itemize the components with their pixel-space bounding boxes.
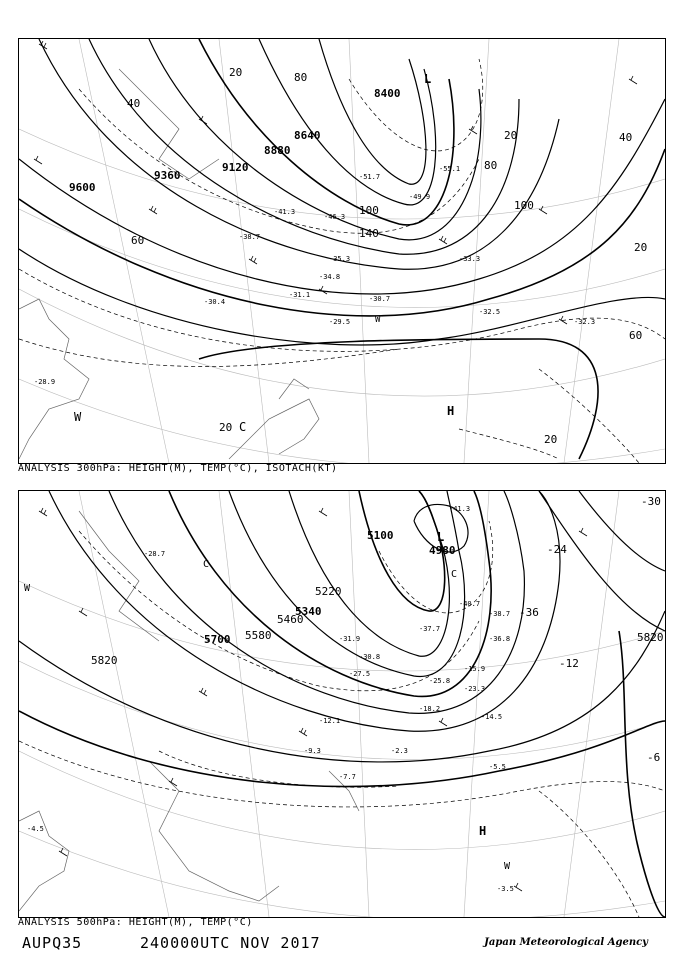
temp-label: -4.5 [27, 825, 44, 833]
temp-label: -31.9 [339, 635, 361, 643]
wind-barbs [34, 41, 637, 324]
isotach-label: 100 [514, 199, 534, 212]
temp-label: -30.4 [204, 298, 226, 306]
isotach-label: 140 [359, 227, 379, 240]
height-label: 5580 [245, 629, 272, 642]
agency-name: Japan Meteorological Agency [484, 937, 648, 948]
cold-symbol: C [239, 420, 247, 434]
temp-label: -32.3 [574, 318, 596, 326]
height-label: 9360 [154, 169, 181, 182]
temp-label: -49.9 [409, 193, 431, 201]
temp-label: -12.1 [319, 717, 341, 725]
isotherm-label: -12 [559, 657, 579, 670]
warm-symbol: W [24, 583, 31, 594]
isotherm-label: -6 [647, 751, 661, 764]
temp-label: -15.9 [464, 665, 486, 673]
isotach-label: 20 [229, 66, 243, 79]
height-label: 5340 [295, 605, 322, 618]
temp-label: -41.3 [274, 208, 296, 216]
analysis-time: 240000UTC NOV 2017 [140, 934, 321, 952]
cold-symbol: C [203, 559, 210, 570]
temp-label: -5.5 [489, 763, 506, 771]
high-symbol: H [447, 404, 455, 418]
temp-label: -7.7 [339, 773, 356, 781]
temp-label: -38.7 [489, 610, 511, 618]
isotach-label: 60 [131, 234, 145, 247]
temp-label: -18.2 [419, 705, 441, 713]
height-label: 5220 [315, 585, 342, 598]
isotach-label: 100 [359, 204, 379, 217]
height-labels [69, 87, 401, 194]
height-label: 8400 [374, 87, 401, 100]
isotach-label: 40 [619, 131, 633, 144]
low-symbol: L [424, 72, 432, 86]
height-labels [91, 529, 664, 667]
isotach-label: 20 [634, 241, 648, 254]
isotach-label: 80 [294, 71, 308, 84]
temp-label: -30.7 [369, 295, 391, 303]
temp-label: -31.1 [289, 291, 311, 299]
temp-label: -25.8 [429, 677, 451, 685]
low-symbol: L [437, 530, 445, 544]
warm-symbol: W [504, 861, 511, 872]
height-contours [19, 39, 665, 459]
temp-label: -37.7 [419, 625, 441, 633]
map-500hpa [19, 491, 665, 917]
temp-label: -32.5 [479, 308, 501, 316]
temp-label: -29.5 [329, 318, 351, 326]
temp-label: -35.3 [329, 255, 351, 263]
caption-500hpa: ANALYSIS 500hPa: HEIGHT(M), TEMP(°C) [18, 917, 253, 928]
height-label: 5700 [204, 633, 231, 646]
height-label: 8640 [294, 129, 321, 142]
temp-label: -3.5 [497, 885, 514, 893]
isotherm-label: -30 [641, 495, 661, 508]
temp-label: -38.7 [239, 233, 261, 241]
graticule [19, 491, 665, 917]
temp-label: -2.3 [391, 747, 408, 755]
caption-300hpa: ANALYSIS 300hPa: HEIGHT(M), TEMP(°C), ISOTACH(KT) [18, 463, 338, 474]
temp-label: -34.8 [319, 273, 341, 281]
temp-label: -46.3 [324, 213, 346, 221]
isotach-label: 80 [484, 159, 498, 172]
temp-label: -33.3 [459, 255, 481, 263]
isotherms [19, 521, 665, 917]
warm-symbol: W [375, 315, 381, 325]
isotherm-label: -24 [547, 543, 567, 556]
bulletin-code: AUPQ35 [22, 934, 83, 952]
height-label: 8880 [264, 144, 291, 157]
temp-label: -9.3 [304, 747, 321, 755]
temp-label: -28.9 [34, 378, 56, 386]
temp-labels [34, 165, 595, 386]
isotach-label: 20 [219, 421, 233, 434]
chart-500hpa [18, 490, 666, 918]
isotherm-labels [519, 495, 661, 764]
temp-label: -51.7 [359, 173, 381, 181]
height-label: 5820 [91, 654, 118, 667]
height-label: 9600 [69, 181, 96, 194]
temp-label: -28.7 [144, 550, 166, 558]
isotach-label: 20 [504, 129, 518, 142]
height-label: 5100 [367, 529, 394, 542]
wind-barbs [39, 508, 587, 891]
coastline [19, 69, 319, 459]
isotach-label: 40 [127, 97, 141, 110]
temp-label: -36.8 [489, 635, 511, 643]
map-300hpa [19, 39, 665, 463]
temp-label: -41.3 [449, 505, 471, 513]
temp-label: -40.7 [459, 600, 481, 608]
height-label: 5460 [277, 613, 304, 626]
temp-label: -55.1 [439, 165, 461, 173]
temp-labels [27, 505, 514, 893]
temp-label: -27.5 [349, 670, 371, 678]
isotach-label: 20 [544, 433, 558, 446]
isotherm-label: -36 [519, 606, 539, 619]
height-label: 9120 [222, 161, 249, 174]
height-label: 4980 [429, 544, 456, 557]
center-symbols [24, 530, 511, 872]
temp-label: -14.5 [481, 713, 503, 721]
chart-300hpa [18, 38, 666, 464]
isotach-label: 60 [629, 329, 643, 342]
high-symbol: H [479, 824, 487, 838]
temp-label: -30.8 [359, 653, 381, 661]
height-contours [19, 491, 665, 917]
temp-label: -23.3 [464, 685, 486, 693]
cold-symbol: C [451, 569, 458, 580]
height-label: 5820 [637, 631, 664, 644]
warm-symbol: W [74, 410, 82, 424]
